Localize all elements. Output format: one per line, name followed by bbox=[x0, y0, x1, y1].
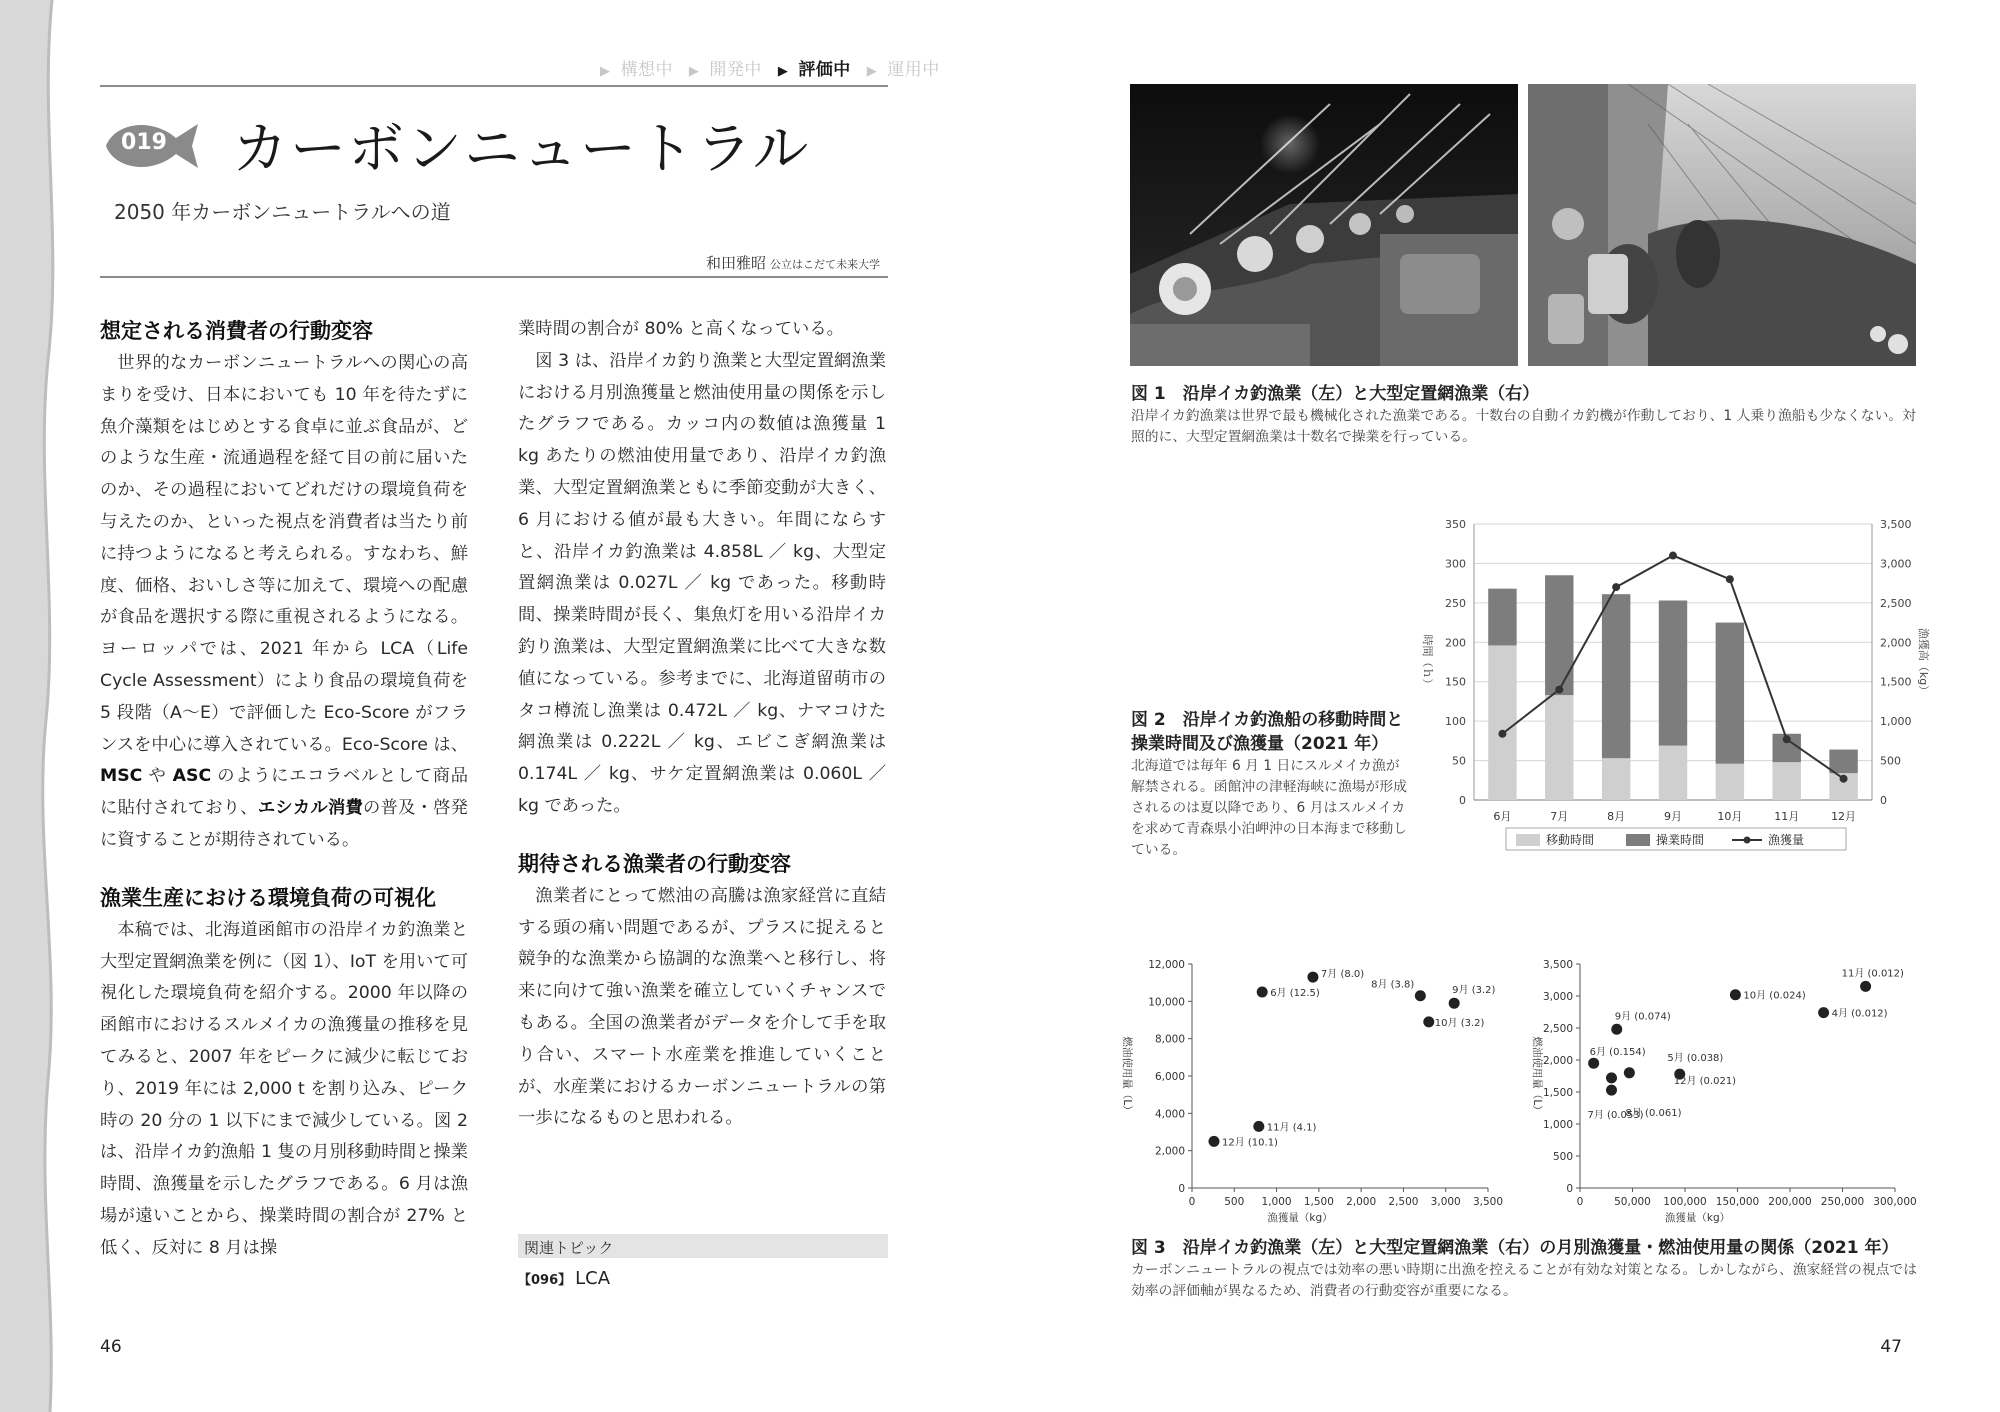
x-axis-label: 漁獲量（kg） bbox=[1664, 1212, 1731, 1224]
status-stage: 開発中 bbox=[709, 60, 762, 80]
figure-3-left-scatter bbox=[1110, 950, 1510, 1225]
x-tick-label: 500 bbox=[1224, 1196, 1245, 1208]
bar-operation-time bbox=[1602, 594, 1630, 758]
bar-travel-time bbox=[1488, 645, 1516, 800]
scatter-point bbox=[1307, 972, 1318, 983]
x-tick-label: 2,500 bbox=[1388, 1196, 1419, 1208]
figure-text: カーボンニュートラルの視点では効率の悪い時期に出漁を控えることが有効な対策となる。しかしながら、漁家経営の視点では効率の評価軸が異なるため、消費者の行動変容が重要になる。 bbox=[1131, 1262, 1918, 1299]
y-tick-label: 100 bbox=[1445, 715, 1466, 729]
figure-3-right-scatter bbox=[1520, 950, 1920, 1225]
point-label: 4月 (0.012) bbox=[1831, 1008, 1888, 1020]
bar-operation-time bbox=[1659, 600, 1687, 745]
y2-tick-label: 0 bbox=[1880, 794, 1887, 807]
scatter-point bbox=[1606, 1085, 1617, 1096]
bar-travel-time bbox=[1602, 758, 1630, 800]
y-tick-label: 300 bbox=[1445, 557, 1466, 571]
page-subtitle: 2050 年カーボンニュートラルへの道 bbox=[114, 200, 451, 224]
bar-operation-time bbox=[1488, 589, 1516, 646]
point-catch bbox=[1726, 575, 1734, 583]
figure-2-chart bbox=[1410, 510, 1930, 870]
paragraph: 漁業者にとって燃油の高騰は漁家経営に直結する頭の痛い問題であるが、プラスに捉えると競争的な漁業から協調的な漁業へと移行し、将来に向けて強い漁業を確立していくチャンスでもある。全国の漁業者がデータを介して手を取り合い、スマート水産業を推進していくことが、水産業におけるカーボンニュートラルの第一歩になるものと思われる。 bbox=[518, 885, 886, 1129]
point-label: 7月 (0.053) bbox=[1587, 1109, 1644, 1121]
bar-operation-time bbox=[1829, 750, 1857, 774]
point-label: 8月 (3.8) bbox=[1371, 979, 1415, 991]
status-stage-active: 評価中 bbox=[798, 60, 851, 80]
section-heading: 想定される消費者の行動変容 bbox=[100, 319, 373, 343]
x-tick-label: 300,000 bbox=[1873, 1196, 1917, 1208]
scatter-point bbox=[1606, 1072, 1617, 1083]
y-tick-label: 3,500 bbox=[1542, 959, 1573, 971]
legend-label: 移動時間 bbox=[1546, 833, 1595, 847]
x-tick-label: 1,500 bbox=[1303, 1196, 1334, 1208]
x-tick-label: 3,000 bbox=[1430, 1196, 1461, 1208]
topic-number-badge bbox=[102, 118, 202, 178]
y-tick-label: 0 bbox=[1566, 1183, 1573, 1195]
x-tick-label: 250,000 bbox=[1820, 1196, 1865, 1208]
figure-1-caption bbox=[1131, 382, 1921, 448]
point-label: 6月 (0.154) bbox=[1589, 1047, 1646, 1059]
scatter-point bbox=[1818, 1007, 1829, 1018]
x-tick-label: 7月 bbox=[1550, 810, 1569, 823]
y-tick-label: 350 bbox=[1445, 518, 1466, 531]
development-status: ▶ 構想中 ▶ 開発中 ▶ 評価中 ▶ 運用中 bbox=[600, 60, 940, 80]
figure-3-caption bbox=[1131, 1236, 1921, 1302]
y-tick-label: 4,000 bbox=[1154, 1108, 1185, 1121]
y-tick-label: 2,500 bbox=[1542, 1023, 1573, 1035]
paragraph: 世界的なカーボンニュートラルへの関心の高まりを受け、日本においても 10 年を待たずに魚介藻類をはじめとする食卓に並ぶ食品が、どのような生産・流通過程を経て目の前に届いたのか、その過程においてどれだけの環境負荷を与えたのか、といった視点を消費者は当たり前に持つようになると考えられる。すなわち、鮮度、価格、おいしさ等に加えて、環境への配慮が食品を選択する際に重視されるようになる。ヨーロッパでは、2021 年から LCA（Life Cycle Assessment）により食品の環境負荷を 5 段階（A～E）で評価した Eco-Score がフランスを中心に導入されている。Eco-Score は、MSC や ASC のようにエコラベルとして商品に貼付されており、エシカル消費の普及・啓発に資することが期待されている。 bbox=[100, 353, 468, 850]
y2-tick-label: 500 bbox=[1880, 754, 1901, 768]
paragraph: 業時間の割合が 80% と高くなっている。 bbox=[518, 319, 844, 339]
point-label: 6月 (12.5) bbox=[1270, 988, 1320, 999]
y2-tick-label: 1,000 bbox=[1880, 715, 1912, 729]
y-tick-label: 150 bbox=[1445, 675, 1466, 689]
point-label: 5月 (0.038) bbox=[1667, 1052, 1724, 1064]
figure-text: 北海道では毎年 6 月 1 日にスルメイカ漁が解禁される。函館沖の津軽海峡に漁場が形成されるのは夏以降であり、6 月はスルメイカを求めて青森県小泊岬沖の日本海まで移動している。 bbox=[1131, 758, 1407, 858]
author-affiliation: 公立はこだて未来大学 bbox=[770, 258, 880, 271]
x-tick-label: 8月 bbox=[1607, 810, 1626, 823]
x-axis-label: 漁獲量（kg） bbox=[1267, 1212, 1333, 1224]
y-tick-label: 1,000 bbox=[1542, 1119, 1573, 1131]
bar-travel-time bbox=[1545, 695, 1573, 800]
related-heading: 関連トピック bbox=[518, 1234, 888, 1258]
scatter-point bbox=[1449, 998, 1460, 1009]
x-tick-label: 1,000 bbox=[1261, 1196, 1292, 1208]
figure-title: 図 3 沿岸イカ釣漁業（左）と大型定置網漁業（右）の月別漁獲量・燃油使用量の関係（2021 年） bbox=[1131, 1238, 1899, 1258]
y-tick-label: 2,000 bbox=[1154, 1145, 1185, 1158]
x-tick-label: 12月 bbox=[1831, 810, 1857, 823]
x-tick-label: 11月 bbox=[1774, 810, 1800, 823]
figure-title: 図 2 沿岸イカ釣漁船の移動時間と操業時間及び漁獲量（2021 年） bbox=[1131, 710, 1404, 754]
y-tick-label: 3,000 bbox=[1542, 991, 1573, 1003]
x-tick-label: 10月 bbox=[1717, 810, 1743, 823]
x-tick-label: 0 bbox=[1576, 1196, 1584, 1208]
y-tick-label: 500 bbox=[1552, 1151, 1573, 1163]
x-tick-label: 100,000 bbox=[1663, 1196, 1707, 1208]
point-catch bbox=[1669, 552, 1677, 560]
figure-2-caption bbox=[1131, 708, 1407, 861]
y-tick-label: 0 bbox=[1459, 794, 1466, 807]
point-label: 9月 (0.074) bbox=[1614, 1011, 1671, 1023]
body-column-2 bbox=[518, 314, 886, 1135]
y2-tick-label: 2,500 bbox=[1880, 596, 1912, 610]
scatter-point bbox=[1611, 1024, 1622, 1035]
x-tick-label: 0 bbox=[1188, 1196, 1196, 1208]
photo-set-net-fishing bbox=[1528, 84, 1916, 366]
y-tick-label: 250 bbox=[1445, 596, 1466, 610]
scatter-point bbox=[1257, 987, 1268, 998]
bar-travel-time bbox=[1659, 746, 1687, 800]
scatter-point bbox=[1423, 1016, 1434, 1027]
paragraph: 本稿では、北海道函館市の沿岸イカ釣漁業と大型定置網漁業を例に（図 1）、IoT を用いて可視化した環境負荷を紹介する。2000 年以降の函館市におけるスルメイカの漁獲量の推移を見てみると、2007 年をピークに減少に転じており、2019 年には 2,000 t を割り込み、ピーク時の 20 分の 1 以下にまで減少している。図 2 は、沿岸イカ釣漁船 1 隻の月別移動時間と操業時間、漁獲量を示したグラフである。6 月は漁場が遠いことから、操業時間の割合が 27% と低く、反対に 8 月は操 bbox=[100, 919, 468, 1258]
point-label: 7月 (8.0) bbox=[1320, 969, 1365, 981]
bar-travel-time bbox=[1773, 762, 1801, 800]
scatter-point bbox=[1253, 1121, 1264, 1132]
legend-swatch bbox=[1626, 834, 1650, 846]
y-tick-label: 6,000 bbox=[1154, 1071, 1185, 1083]
bar-travel-time bbox=[1716, 764, 1744, 800]
keyword-asc: ASC bbox=[172, 766, 212, 787]
page-number: 46 bbox=[100, 1337, 122, 1357]
x-tick-label: 2,000 bbox=[1346, 1196, 1377, 1208]
x-tick-label: 50,000 bbox=[1614, 1196, 1651, 1208]
point-catch bbox=[1840, 775, 1848, 783]
point-label: 10月 (0.024) bbox=[1743, 990, 1806, 1002]
y-axis-label: 燃油使用量（L） bbox=[1531, 1036, 1543, 1116]
point-label: 10月 (3.2) bbox=[1434, 1017, 1485, 1029]
point-catch bbox=[1783, 735, 1791, 743]
y-tick-label: 200 bbox=[1445, 636, 1466, 650]
keyword-msc: MSC bbox=[100, 766, 143, 787]
point-catch bbox=[1612, 583, 1620, 591]
y-tick-label: 1,500 bbox=[1542, 1087, 1573, 1099]
x-tick-label: 9月 bbox=[1664, 810, 1682, 823]
status-stage: 構想中 bbox=[620, 60, 673, 80]
y2-tick-label: 1,500 bbox=[1880, 675, 1912, 689]
y2-tick-label: 3,000 bbox=[1880, 557, 1912, 571]
section-heading: 期待される漁業者の行動変容 bbox=[518, 851, 791, 876]
y-tick-label: 50 bbox=[1452, 754, 1466, 768]
point-label: 11月 (0.012) bbox=[1841, 968, 1904, 980]
scatter-point bbox=[1208, 1136, 1219, 1147]
x-tick-label: 3,500 bbox=[1472, 1196, 1504, 1208]
y-axis-label: 燃油使用量（L） bbox=[1121, 1036, 1133, 1116]
x-tick-label: 150,000 bbox=[1715, 1196, 1760, 1208]
topic-number: 019 bbox=[121, 130, 167, 155]
point-label: 12月 (10.1) bbox=[1221, 1137, 1278, 1149]
y-tick-label: 12,000 bbox=[1148, 959, 1185, 971]
bar-operation-time bbox=[1716, 623, 1744, 764]
point-label: 8月 (0.061) bbox=[1625, 1108, 1682, 1120]
y2-tick-label: 3,500 bbox=[1880, 518, 1912, 531]
y-tick-label: 2,000 bbox=[1542, 1055, 1573, 1067]
scatter-point bbox=[1860, 981, 1871, 992]
related-link[interactable] bbox=[518, 1268, 888, 1289]
divider bbox=[100, 276, 888, 278]
scatter-point bbox=[1730, 989, 1741, 1000]
y-tick-label: 10,000 bbox=[1148, 996, 1185, 1009]
legend-label: 操業時間 bbox=[1656, 833, 1705, 847]
legend-label: 漁獲量 bbox=[1768, 833, 1805, 847]
point-label: 11月 (4.1) bbox=[1266, 1122, 1317, 1134]
paragraph: 図 3 は、沿岸イカ釣り漁業と大型定置網漁業における月別漁獲量と燃油使用量の関係を示したグラフである。カッコ内の数値は漁獲量 1 kg あたりの燃油使用量であり、沿岸イカ釣漁業、大型定置網漁業ともに季節変動が大きく、6 月における値が最も大きい。年間にならすと、沿岸イカ釣漁業は 4.858L ／ kg、大型定置網漁業は 0.027L ／ kg であった。移動時間、操業時間が長く、集魚灯を用いる沿岸イカ釣り漁業は、大型定置網漁業に比べて大きな数値になっている。参考までに、北海道留萌市のタコ樽流し漁業は 0.472L ／ kg、ナマコけた網漁業は 0.222L ／ kg、エビこぎ網漁業は 0.174L ／ kg、サケ定置網漁業は 0.060L ／ kg であった。 bbox=[518, 350, 886, 816]
scatter-point bbox=[1624, 1067, 1635, 1078]
related-number: 【096】 bbox=[518, 1273, 572, 1288]
scatter-point bbox=[1415, 990, 1426, 1001]
scatter-point bbox=[1588, 1058, 1599, 1069]
x-tick-label: 6月 bbox=[1493, 810, 1512, 823]
section-heading: 漁業生産における環境負荷の可視化 bbox=[100, 885, 436, 910]
y-axis-label: 時間（ｈ） bbox=[1421, 634, 1434, 690]
x-tick-label: 200,000 bbox=[1768, 1196, 1812, 1208]
related-label: LCA bbox=[575, 1268, 611, 1289]
status-stage: 運用中 bbox=[887, 60, 940, 80]
page-title: カーボンニュートラル bbox=[232, 117, 811, 182]
point-catch bbox=[1498, 730, 1506, 738]
figure-title: 図 1 沿岸イカ釣漁業（左）と大型定置網漁業（右） bbox=[1131, 384, 1540, 404]
author-name: 和田雅昭 bbox=[705, 254, 766, 272]
y2-axis-label: 漁獲高（kg） bbox=[1917, 627, 1930, 697]
point-catch bbox=[1555, 686, 1563, 694]
y-tick-label: 8,000 bbox=[1154, 1033, 1185, 1046]
y-tick-label: 0 bbox=[1178, 1183, 1185, 1195]
point-label: 9月 (3.2) bbox=[1452, 985, 1496, 997]
point-label: 12月 (0.021) bbox=[1673, 1076, 1737, 1088]
related-topics bbox=[518, 1234, 888, 1289]
legend-swatch bbox=[1516, 834, 1540, 846]
author-line bbox=[706, 252, 880, 273]
photo-squid-fishing bbox=[1130, 84, 1518, 366]
y2-tick-label: 2,000 bbox=[1880, 636, 1912, 650]
body-column-1 bbox=[100, 314, 468, 1265]
keyword-ethical: エシカル消費 bbox=[257, 798, 364, 819]
page-number: 47 bbox=[1880, 1337, 1902, 1357]
figure-text: 沿岸イカ釣漁業は世界で最も機械化された漁業である。十数台の自動イカ釣機が作動しており、1 人乗り漁船も少なくない。対照的に、大型定置網漁業は十数名で操業を行っている。 bbox=[1131, 408, 1916, 445]
bar-operation-time bbox=[1545, 575, 1573, 695]
divider bbox=[100, 85, 888, 87]
legend-marker bbox=[1744, 837, 1751, 844]
